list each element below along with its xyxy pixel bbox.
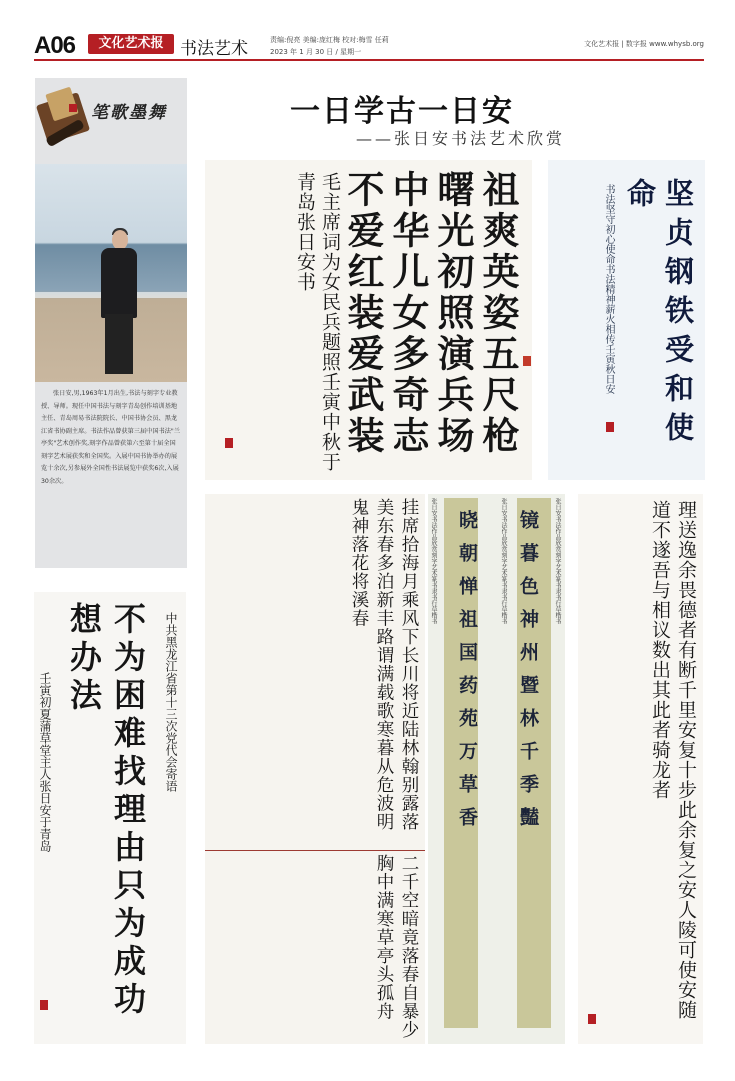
article-subtitle: ——张日安书法艺术欣赏	[356, 129, 566, 148]
artwork-6-inscription: 中共黑龙江省第十三次党代会寄语	[164, 612, 178, 792]
artwork-6-signature: 壬寅初夏蒲草堂主人张日安于青岛	[38, 672, 52, 852]
artwork-4-couplet-right: 镜暮色神州暨林千季豔	[517, 510, 539, 840]
artwork-6-main-text: 不为困难找理由只为成功想办法	[65, 602, 147, 1020]
artwork-1-inscription: 毛主席词为女民兵题照壬寅中秋于青岛张日安书	[294, 172, 341, 472]
artwork-3-lower-text: 二千空暗竟落春自暴少胸中满寒草亭头孤舟	[374, 854, 419, 1039]
calligraphy-artwork-5	[578, 494, 703, 1044]
article-title: 一日学古一日安	[290, 94, 514, 129]
artwork-1-lead-seal	[523, 356, 531, 366]
artwork-3-upper-text: 挂席拾海月乘风下长川将近陆林翰别露落美东春多泊新丰路谓满载歌寒暮从危波明鬼神落花将溪春	[349, 498, 419, 831]
calligraphy-artwork-4	[428, 494, 565, 1044]
artwork-2-seal	[606, 422, 614, 432]
column-logo	[39, 84, 183, 160]
editor-credits: 责编:倪亮 美编:庞红梅 校对:梅雪 任莉	[270, 36, 389, 44]
issue-date: 2023 年 1 月 30 日 / 星期一	[270, 48, 362, 56]
seal-stamp-icon	[69, 104, 77, 112]
artwork-5-main-text: 理送逸余畏德者有断千里安复十步此余复之安人陵可使安随道不遂吾与相议数出其此者骑龙者	[649, 500, 697, 1020]
section-title: 书法艺术	[180, 39, 248, 59]
artwork-1-main-text: 祖爽英姿五尺枪曙光初照演兵场中华儿女多奇志不爱红装爱武装	[341, 170, 520, 457]
website-link[interactable]: 文化艺术报 | 数字报 www.whysb.org	[584, 40, 704, 48]
artwork-4-side-text-right: 张日安书法作品欣赏刻字艺术篆书隶书行草楷书	[554, 498, 561, 624]
newspaper-masthead-logo: 文化艺术报	[88, 34, 174, 54]
header-rule	[34, 59, 704, 61]
artwork-4-side-text-left: 张日安书法作品欣赏刻字艺术篆书隶书行草楷书	[430, 498, 437, 624]
page-number: A06	[34, 32, 76, 59]
calligraphy-artwork-6	[34, 592, 186, 1044]
artwork-5-seal	[588, 1014, 596, 1024]
author-sidebar	[35, 78, 187, 568]
artwork-2-inscription: 书法坚守初心使命书法精神薪火相传壬寅秋日安	[603, 184, 614, 394]
author-legs	[105, 314, 133, 374]
page-header	[34, 30, 704, 60]
column-title: 笔歌墨舞	[91, 103, 167, 123]
author-photo	[35, 164, 187, 382]
calligraphy-artwork-3	[205, 494, 425, 1044]
artwork-4-couplet-left: 晓朝惮祖国药苑万草香	[456, 510, 478, 840]
artwork-6-seal	[40, 1000, 48, 1010]
author-body	[101, 248, 137, 318]
calligraphy-artwork-2	[548, 160, 705, 480]
calligraphy-artwork-1	[205, 160, 532, 480]
artwork-3-divider	[205, 850, 425, 851]
artwork-4-side-text-middle: 张日安书法作品欣赏刻字艺术篆书隶书行草楷书	[500, 498, 507, 624]
author-head	[112, 230, 128, 250]
author-bio: 张日安,男,1963年1月出生,书法与刻字专业教授、导师。现任中国书法与刻字青岛创作培训基地主任、青岛周易书法院院长、中国书协会员、黑龙江省书协副主席。书法作品曾获第三届中国书法"兰亭奖"艺术创作奖,刻字作品曾获第六至第十届全国刻字艺术展获奖和全国奖。入展中国书协举办的展览十余次,另参展外全国性书法展览中获奖6次,入展30余次。	[41, 390, 180, 485]
artwork-2-main-text: 坚贞钢铁受和使命	[623, 178, 695, 451]
artwork-1-seal	[225, 438, 233, 448]
